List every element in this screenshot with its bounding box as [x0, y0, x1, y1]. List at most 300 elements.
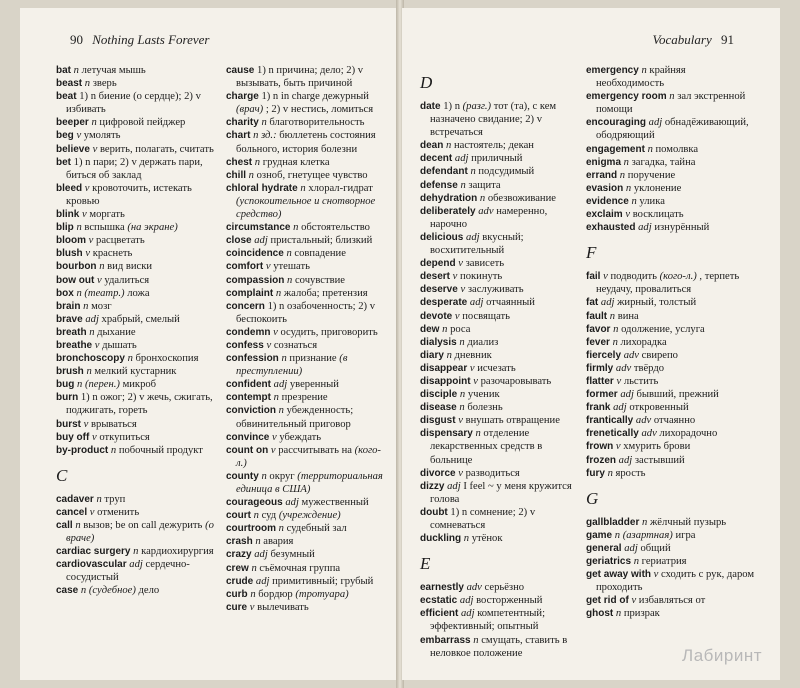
part-of-speech: n	[83, 300, 89, 312]
definition: 1) n озабоченность; 2) v беспокоить	[236, 300, 376, 325]
definition: зверь	[92, 78, 117, 90]
definition: умолять	[83, 130, 121, 142]
part-of-speech: n	[612, 336, 618, 348]
part-of-speech: adj	[469, 297, 484, 309]
part-of-speech: n	[642, 516, 648, 528]
definition: крайняя необходимость	[596, 65, 686, 90]
definition-cont: тот (та), с кем назначено свидание; 2) v встречаться	[430, 101, 557, 139]
dictionary-entry	[226, 562, 386, 575]
part-of-speech: n	[459, 336, 465, 348]
dictionary-entry	[226, 391, 386, 404]
dictionary-entry	[420, 270, 580, 283]
dictionary-entry	[586, 516, 756, 529]
right-running-head	[653, 32, 740, 48]
section-letter: E	[420, 554, 431, 574]
dictionary-entry	[56, 584, 216, 597]
headword: fury	[586, 467, 605, 479]
dictionary-entry	[56, 378, 216, 391]
part-of-speech: adj	[454, 153, 469, 165]
definition: грудная клетка	[262, 156, 330, 168]
headword: evidence	[586, 195, 629, 207]
headword: close	[226, 235, 252, 247]
part-of-speech: n	[300, 182, 306, 194]
dictionary-entry	[226, 575, 386, 588]
definition: дело	[138, 585, 160, 597]
dictionary-entry	[420, 634, 580, 660]
part-of-speech: n	[86, 366, 92, 378]
dictionary-entry	[56, 274, 216, 287]
part-of-speech: v	[458, 415, 463, 427]
definition: сходить с рук, даром проходить	[596, 569, 755, 594]
right-column-1	[420, 64, 580, 660]
dictionary-entry	[56, 182, 216, 208]
part-of-speech: n	[251, 562, 257, 574]
headword: errand	[586, 169, 618, 181]
definition: настоятель; декан	[453, 140, 534, 152]
headword: geriatrics	[586, 556, 632, 567]
part-of-speech: n	[463, 533, 470, 545]
definition: жирный, толстый	[617, 297, 697, 309]
headword: count on	[226, 444, 269, 456]
headword: brain	[56, 300, 81, 312]
left-page-number: 90	[70, 32, 83, 47]
headword: game	[586, 529, 613, 541]
headword: exhausted	[586, 222, 636, 234]
headword: confident	[226, 379, 271, 391]
part-of-speech: v	[85, 248, 91, 260]
definition: застывший	[634, 454, 685, 466]
definition: восклицать	[632, 209, 684, 221]
usage-note: (на экране)	[127, 222, 178, 234]
headword: bug	[56, 379, 75, 391]
headword: favor	[586, 323, 611, 335]
part-of-speech: n	[460, 179, 466, 191]
part-of-speech: n	[250, 588, 256, 600]
headword: desperate	[420, 297, 468, 309]
definition: изнурённый	[654, 222, 710, 234]
headword: believe	[56, 143, 90, 155]
dictionary-entry	[586, 64, 756, 90]
definition-cont: ; 2) v нестись, ломиться	[265, 104, 374, 116]
headword: chill	[226, 169, 247, 181]
headword: doubt	[420, 506, 448, 518]
dictionary-entry	[56, 365, 216, 378]
part-of-speech: v	[454, 310, 460, 322]
part-of-speech: n	[89, 326, 95, 338]
definition: хлорал-гидрат	[308, 182, 373, 194]
dictionary-entry	[56, 391, 216, 417]
dictionary-entry	[420, 336, 580, 349]
dictionary-entry	[586, 310, 756, 323]
usage-note: (о враче)	[66, 520, 214, 545]
headword: ghost	[586, 608, 614, 620]
definition: съёмочная группа	[259, 562, 341, 574]
definition: общий	[640, 542, 671, 554]
headword: evasion	[586, 182, 624, 194]
headword: box	[56, 287, 74, 299]
dictionary-entry	[56, 558, 216, 584]
dictionary-entry	[586, 542, 756, 555]
definition: вспышка	[84, 222, 125, 234]
part-of-speech: n	[287, 274, 293, 286]
definition: заслуживать	[467, 284, 524, 296]
part-of-speech: n	[273, 392, 279, 404]
headword: chloral hydrate	[226, 182, 298, 194]
part-of-speech: v	[82, 209, 87, 221]
dictionary-entry	[586, 529, 756, 542]
part-of-speech: adv	[641, 428, 657, 440]
usage-note: (территориальная единица в США)	[236, 470, 383, 495]
definition: покинуть	[460, 271, 503, 283]
headword: by-product	[56, 444, 109, 456]
headword: courtroom	[226, 523, 276, 535]
headword: confess	[226, 339, 264, 351]
part-of-speech: n	[615, 608, 622, 620]
definition: диализ	[467, 336, 499, 348]
definition: признание	[289, 353, 337, 365]
dictionary-entry	[56, 234, 216, 247]
part-of-speech: n	[255, 536, 261, 548]
headword: brave	[56, 313, 83, 325]
headword: crude	[226, 575, 254, 587]
part-of-speech: n	[278, 523, 284, 535]
dictionary-entry	[420, 506, 580, 532]
definition: I feel ~ у меня кружится голова	[430, 480, 572, 505]
part-of-speech: adj	[285, 497, 299, 509]
definition: загадка, тайна	[631, 156, 696, 168]
dictionary-entry	[226, 129, 386, 155]
headword: comfort	[226, 261, 264, 273]
definition: отчаянно	[653, 415, 696, 427]
definition: роса	[450, 323, 471, 335]
definition: дыхание	[97, 326, 136, 338]
definition: убежденность; обвинительный приговор	[236, 405, 354, 430]
definition: ученик	[467, 389, 500, 401]
headword: devote	[420, 310, 453, 322]
dictionary-entry	[226, 260, 386, 273]
definition: внушать отвращение	[465, 415, 560, 427]
part-of-speech: v	[458, 467, 463, 479]
headword: fever	[586, 336, 610, 348]
dictionary-entry	[226, 182, 386, 221]
part-of-speech: n	[84, 78, 91, 90]
headword: frank	[586, 402, 611, 414]
definition: разводиться	[465, 467, 520, 479]
part-of-speech: n	[127, 353, 133, 365]
dictionary-entry	[226, 64, 386, 90]
headword: frown	[586, 441, 614, 453]
dictionary-entry	[226, 116, 386, 129]
headword: deliberately	[420, 205, 476, 217]
usage-note: (тротуара)	[295, 588, 349, 600]
headword: condemn	[226, 326, 271, 338]
dictionary-entry	[226, 378, 386, 391]
part-of-speech: v	[91, 431, 97, 443]
part-of-speech: n	[614, 529, 621, 541]
usage-note: (судебное)	[88, 585, 136, 597]
dictionary-entry	[586, 467, 756, 480]
part-of-speech: n	[669, 91, 675, 103]
definition: хмурить брови	[623, 441, 691, 453]
dictionary-entry	[56, 313, 216, 326]
usage-note: (азартная)	[622, 529, 673, 541]
part-of-speech: v	[84, 182, 90, 194]
dictionary-entry	[586, 195, 756, 208]
headword: disappear	[420, 362, 468, 374]
dictionary-entry	[56, 247, 216, 260]
definition: убеждать	[279, 431, 322, 443]
definition: мужественный	[301, 497, 369, 509]
headword: get rid of	[586, 595, 629, 607]
dictionary-entry	[226, 234, 386, 247]
headword: cardiovascular	[56, 559, 127, 571]
headword: blip	[56, 222, 74, 234]
part-of-speech: adj	[618, 454, 633, 466]
usage-note: (театр.)	[84, 287, 125, 299]
usage-note: (успокоительное и снотворное средство)	[236, 195, 376, 221]
definition: обезвоживание	[487, 192, 556, 204]
part-of-speech: n	[623, 156, 629, 168]
section-letter: C	[56, 465, 68, 485]
dictionary-entry	[420, 414, 580, 427]
definition: обнадёживающий, ободряющий	[596, 117, 749, 142]
definition: подводить	[610, 271, 657, 283]
part-of-speech: n	[473, 634, 479, 646]
usage-note: (врач)	[236, 104, 264, 116]
part-of-speech: v	[631, 595, 637, 607]
part-of-speech: n	[475, 428, 481, 440]
headword: beg	[56, 130, 74, 142]
headword: frozen	[586, 454, 616, 466]
definition: вызов; be on call дежурить	[83, 520, 203, 531]
part-of-speech: n	[625, 182, 632, 194]
part-of-speech: v	[266, 339, 272, 351]
dictionary-entry	[420, 375, 580, 388]
part-of-speech: n	[261, 117, 267, 129]
definition: ложа	[127, 287, 150, 299]
dictionary-entry	[56, 156, 216, 182]
dictionary-entry	[56, 287, 216, 300]
definition: 1) n сомнение; 2) v сомневаться	[430, 506, 536, 531]
part-of-speech: n	[446, 140, 452, 152]
part-of-speech: n	[613, 323, 619, 335]
dictionary-entry	[420, 532, 580, 545]
definition: вид виски	[107, 261, 153, 273]
definition: примитивный; грубый	[272, 575, 374, 587]
part-of-speech: n	[80, 585, 87, 597]
headword: curb	[226, 588, 248, 600]
definition: рассчитывать на	[278, 444, 352, 456]
headword: dizzy	[420, 480, 445, 492]
part-of-speech: v	[458, 258, 463, 270]
dictionary-entry	[226, 300, 386, 326]
part-of-speech: n	[248, 169, 254, 181]
dictionary-entry	[586, 440, 756, 453]
dictionary-entry	[586, 208, 756, 221]
headword: crash	[226, 536, 253, 548]
dictionary-entry	[226, 431, 386, 444]
part-of-speech: n	[619, 169, 626, 181]
headword: ecstatic	[420, 595, 458, 607]
definition: суд	[261, 510, 277, 522]
definition: вкусный; восхитительный	[430, 231, 524, 257]
definition: поручение	[627, 169, 676, 181]
dictionary-entry	[586, 182, 756, 195]
part-of-speech: n	[470, 166, 476, 178]
usage-note: (в преступлении)	[236, 353, 348, 378]
part-of-speech: adj	[624, 542, 638, 554]
headword: fault	[586, 310, 608, 322]
part-of-speech: adj	[459, 595, 474, 607]
part-of-speech: n	[641, 65, 647, 76]
dictionary-entry	[586, 323, 756, 336]
dictionary-entry	[586, 362, 756, 375]
definition: дышать	[102, 339, 137, 351]
definition: труп	[104, 493, 126, 505]
part-of-speech: n	[253, 130, 259, 142]
headword: beast	[56, 78, 83, 90]
dictionary-entry	[586, 90, 756, 116]
headword: embarrass	[420, 634, 471, 646]
part-of-speech: n	[133, 546, 139, 558]
dictionary-entry	[56, 418, 216, 431]
headword: bourbon	[56, 261, 97, 273]
dictionary-entry	[56, 444, 216, 457]
watermark-logo: Лабиринт	[682, 646, 762, 665]
headword: general	[586, 542, 622, 554]
right-running-title: Vocabulary	[652, 32, 712, 47]
headword: disgust	[420, 415, 456, 427]
definition: бывший, прежний	[636, 389, 719, 401]
dictionary-entry	[226, 339, 386, 352]
definition: храбрый, смелый	[101, 313, 180, 325]
headword: bleed	[56, 182, 83, 194]
definition: помолвка	[655, 143, 699, 155]
headword: breath	[56, 326, 87, 338]
definition: болезнь	[467, 402, 503, 414]
dictionary-entry	[226, 274, 386, 287]
headword: earnestly	[420, 582, 464, 594]
definition: исчезать	[477, 362, 516, 374]
part-of-speech: adj	[648, 117, 663, 129]
dictionary-entry	[586, 221, 756, 234]
headword: cancel	[56, 506, 88, 518]
headword: cause	[226, 65, 255, 76]
dictionary-entry	[420, 388, 580, 401]
headword: case	[56, 585, 79, 597]
part-of-speech: adj	[255, 575, 270, 587]
part-of-speech: adv	[623, 349, 639, 361]
part-of-speech: adj	[600, 297, 615, 309]
headword: beeper	[56, 117, 89, 129]
dictionary-entry	[420, 594, 580, 607]
definition: серьёзно	[484, 582, 525, 594]
headword: coincidence	[226, 248, 284, 260]
headword: convince	[226, 431, 270, 443]
left-running-title: Nothing Lasts Forever	[92, 32, 210, 47]
headword: confession	[226, 353, 279, 365]
definition: зависеть	[465, 258, 505, 270]
dictionary-entry	[56, 545, 216, 558]
part-of-speech: n	[253, 510, 259, 522]
definition: свирепо	[641, 349, 678, 361]
part-of-speech: n	[96, 493, 102, 505]
part-of-speech: adv	[478, 205, 494, 217]
headword: circumstance	[226, 222, 291, 234]
headword: dew	[420, 323, 440, 335]
definition: бронхоскопия	[135, 353, 199, 365]
headword: divorce	[420, 467, 456, 479]
dictionary-entry	[586, 336, 756, 349]
definition: мелкий кустарник	[94, 366, 177, 378]
headword: depend	[420, 258, 456, 270]
dictionary-entry	[586, 349, 756, 362]
dictionary-entry	[56, 300, 216, 313]
headword: efficient	[420, 608, 459, 620]
definition: верить, полагать, считать	[99, 143, 214, 155]
headword: delicious	[420, 231, 464, 243]
part-of-speech: v	[473, 375, 478, 387]
definition: разочаровывать	[480, 375, 552, 387]
definition: побочный продукт	[118, 444, 203, 456]
dictionary-entry	[586, 607, 756, 620]
definition: лихорадка	[620, 336, 667, 348]
headword: get away with	[586, 569, 652, 581]
dictionary-entry	[226, 444, 386, 470]
headword: enigma	[586, 156, 622, 168]
headword: blush	[56, 248, 83, 260]
dictionary-entry	[226, 156, 386, 169]
headword: frenetically	[586, 428, 639, 440]
headword: contempt	[226, 392, 271, 404]
dictionary-entry	[586, 375, 756, 388]
definition: компетентный; эффективный; опытный	[430, 608, 546, 633]
definition: врываться	[91, 418, 137, 430]
dictionary-entry	[420, 100, 580, 139]
dictionary-entry	[420, 323, 580, 336]
usage-note: (кого-л.)	[236, 444, 381, 469]
dictionary-entry	[586, 401, 756, 414]
part-of-speech: n	[293, 222, 299, 234]
part-of-speech: adj	[254, 235, 268, 247]
headword: burst	[56, 418, 81, 430]
headword: diary	[420, 349, 444, 361]
definition: пристальный; близкий	[270, 235, 373, 247]
definition: игра	[675, 529, 696, 541]
dictionary-entry	[420, 152, 580, 165]
definition: твёрдо	[633, 362, 665, 374]
dictionary-entry	[226, 404, 386, 430]
dictionary-entry	[420, 480, 580, 506]
dictionary-entry	[586, 143, 756, 156]
part-of-speech: adj	[447, 480, 461, 492]
dictionary-entry	[56, 493, 216, 506]
definition: смущать, ставить в неловкое положение	[430, 634, 568, 659]
dictionary-entry	[586, 116, 756, 142]
part-of-speech: n	[75, 520, 81, 531]
dictionary-entry	[226, 601, 386, 614]
headword: dean	[420, 140, 444, 152]
left-column-1	[56, 64, 216, 598]
right-page-number: 91	[721, 32, 734, 47]
part-of-speech: adj	[461, 608, 475, 620]
dictionary-entry	[56, 64, 216, 77]
definition: 1) n причина; дело; 2) v вызывать, быть причиной	[236, 65, 364, 90]
part-of-speech: adj	[85, 313, 99, 325]
dictionary-entry	[226, 509, 386, 522]
definition: посвящать	[462, 310, 510, 322]
dictionary-entry	[56, 129, 216, 142]
